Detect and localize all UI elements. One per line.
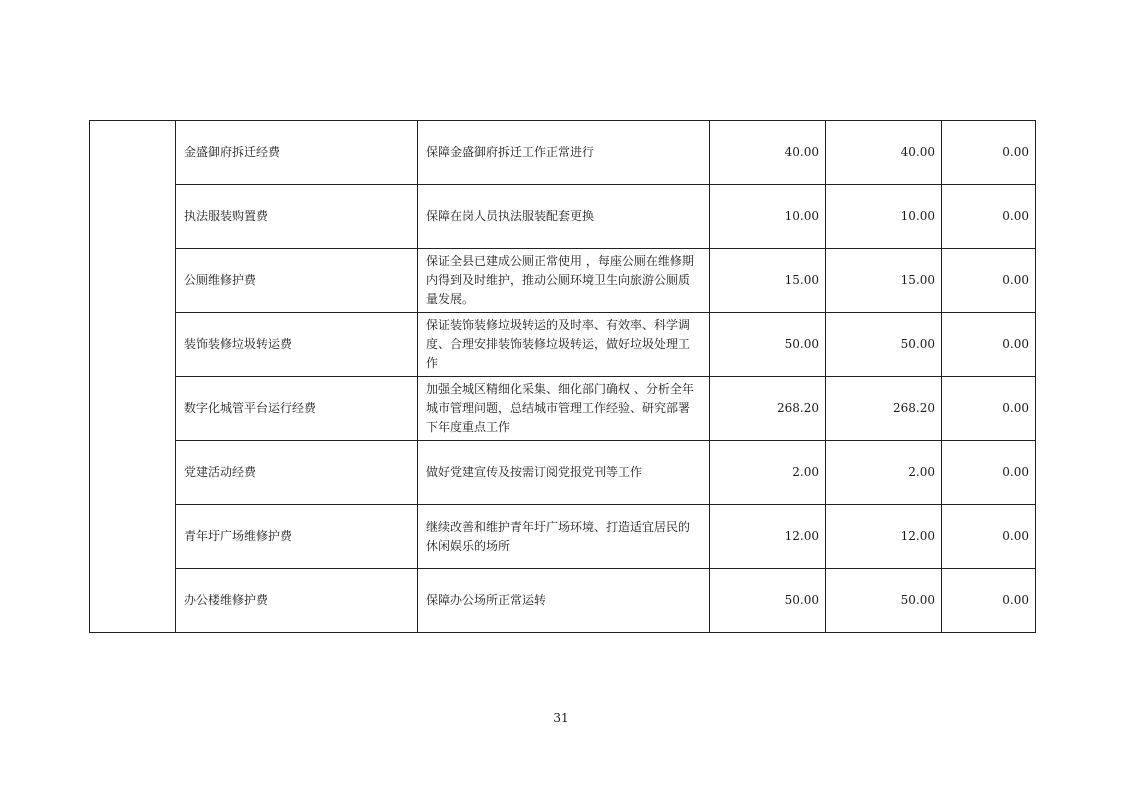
item-name-cell: 青年圩广场维修护费 — [176, 505, 418, 569]
category-cell — [90, 121, 176, 633]
purpose-cell: 保证装饰装修垃圾转运的及时率、有效率、科学调度、合理安排装饰装修垃圾转运，做好垃圾处理工作 — [418, 313, 710, 377]
amount-cell: 50.00 — [710, 313, 826, 377]
amount-cell: 10.00 — [710, 185, 826, 249]
purpose-cell: 保障在岗人员执法服装配套更换 — [418, 185, 710, 249]
amount-cell: 0.00 — [942, 313, 1036, 377]
table-row — [90, 249, 1036, 313]
amount-cell: 0.00 — [942, 441, 1036, 505]
amount-cell: 2.00 — [826, 441, 942, 505]
purpose-cell: 继续改善和维护青年圩广场环境、打造适宜居民的休闲娱乐的场所 — [418, 505, 710, 569]
amount-cell: 50.00 — [826, 313, 942, 377]
item-name-cell: 办公楼维修护费 — [176, 569, 418, 633]
amount-cell: 15.00 — [710, 249, 826, 313]
amount-cell: 0.00 — [942, 377, 1036, 441]
amount-cell: 268.20 — [826, 377, 942, 441]
table-row — [90, 441, 1036, 505]
purpose-cell: 保障金盛御府拆迁工作正常进行 — [418, 121, 710, 185]
page-number: 31 — [553, 711, 569, 725]
amount-cell: 50.00 — [826, 569, 942, 633]
amount-cell: 0.00 — [942, 505, 1036, 569]
amount-cell: 50.00 — [710, 569, 826, 633]
table-row — [90, 121, 1036, 185]
amount-cell: 10.00 — [826, 185, 942, 249]
amount-cell: 15.00 — [826, 249, 942, 313]
amount-cell: 0.00 — [942, 569, 1036, 633]
item-name-cell: 党建活动经费 — [176, 441, 418, 505]
table-row — [90, 505, 1036, 569]
amount-cell: 12.00 — [826, 505, 942, 569]
amount-cell: 12.00 — [710, 505, 826, 569]
table-row — [90, 377, 1036, 441]
amount-cell: 268.20 — [710, 377, 826, 441]
amount-cell: 40.00 — [826, 121, 942, 185]
amount-cell: 40.00 — [710, 121, 826, 185]
amount-cell: 0.00 — [942, 121, 1036, 185]
purpose-cell: 保障办公场所正常运转 — [418, 569, 710, 633]
purpose-cell: 保证全县已建成公厕正常使用 ，每座公厕在维修期内得到及时维护，推动公厕环境卫生向旅游公厕质量发展。 — [418, 249, 710, 313]
amount-cell: 2.00 — [710, 441, 826, 505]
purpose-cell: 做好党建宣传及按需订阅党报党刊等工作 — [418, 441, 710, 505]
budget-table-body — [90, 121, 1036, 633]
item-name-cell: 执法服装购置费 — [176, 185, 418, 249]
amount-cell: 0.00 — [942, 185, 1036, 249]
item-name-cell: 装饰装修垃圾转运费 — [176, 313, 418, 377]
table-row — [90, 569, 1036, 633]
purpose-cell: 加强全城区精细化采集、细化部门确权 、分析全年城市管理问题，总结城市管理工作经验、研究部署下年度重点工作 — [418, 377, 710, 441]
amount-cell: 0.00 — [942, 249, 1036, 313]
table-row — [90, 185, 1036, 249]
item-name-cell: 公厕维修护费 — [176, 249, 418, 313]
table-row — [90, 313, 1036, 377]
item-name-cell: 金盛御府拆迁经费 — [176, 121, 418, 185]
item-name-cell: 数字化城管平台运行经费 — [176, 377, 418, 441]
budget-table — [89, 120, 1036, 633]
